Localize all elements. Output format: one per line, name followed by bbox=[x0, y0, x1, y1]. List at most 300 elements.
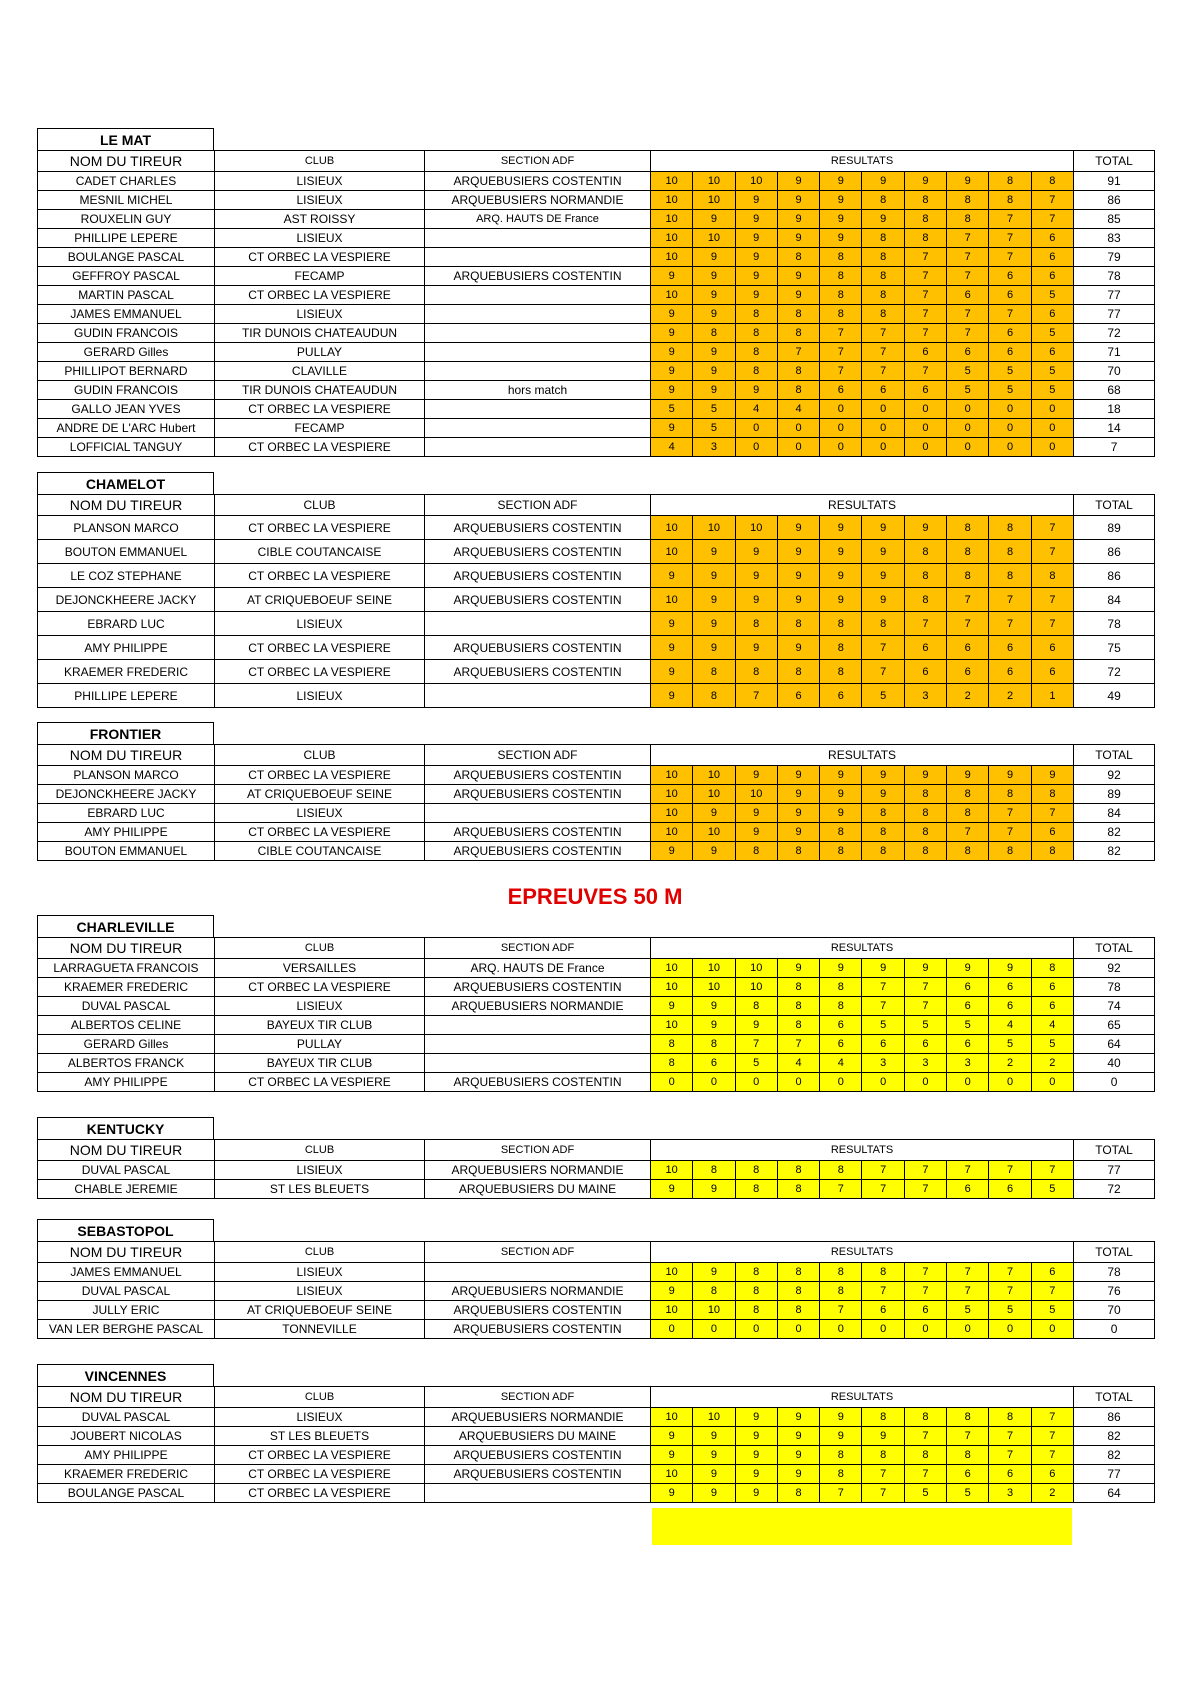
shooter-name: CHABLE JEREMIE bbox=[38, 1180, 215, 1199]
header-row bbox=[38, 1140, 1155, 1161]
score-cell: 9 bbox=[693, 1446, 735, 1465]
score-cell: 10 bbox=[651, 1263, 693, 1282]
header-club: CLUB bbox=[215, 938, 425, 959]
header-club: CLUB bbox=[215, 745, 425, 766]
score-cell: 8 bbox=[693, 1035, 735, 1054]
score-cell: 2 bbox=[1031, 1054, 1073, 1073]
score-cell: 9 bbox=[820, 172, 862, 191]
club-cell: LISIEUX bbox=[215, 1161, 425, 1180]
score-cell: 7 bbox=[1031, 210, 1073, 229]
score-cell: 8 bbox=[735, 1263, 777, 1282]
score-cell: 9 bbox=[735, 540, 777, 564]
score-cell: 8 bbox=[947, 785, 989, 804]
section-heading-50m: EPREUVES 50 M bbox=[507, 884, 683, 909]
score-cell: 9 bbox=[904, 959, 946, 978]
total-cell: 82 bbox=[1074, 1427, 1155, 1446]
header-row bbox=[38, 1387, 1155, 1408]
total-cell: 0 bbox=[1074, 1320, 1155, 1339]
score-cell: 10 bbox=[735, 785, 777, 804]
section-cell: ARQUEBUSIERS NORMANDIE bbox=[425, 997, 651, 1016]
score-cell: 10 bbox=[735, 516, 777, 540]
score-cell: 5 bbox=[1031, 381, 1073, 400]
club-cell: CIBLE COUTANCAISE bbox=[215, 540, 425, 564]
score-cell: 10 bbox=[651, 959, 693, 978]
shooter-name: DUVAL PASCAL bbox=[38, 1282, 215, 1301]
score-cell: 10 bbox=[651, 766, 693, 785]
club-cell: CT ORBEC LA VESPIERE bbox=[215, 823, 425, 842]
table-row bbox=[38, 172, 1155, 191]
score-cell: 10 bbox=[693, 823, 735, 842]
club-cell: PULLAY bbox=[215, 343, 425, 362]
score-cell: 7 bbox=[735, 684, 777, 708]
shooter-name: CADET CHARLES bbox=[38, 172, 215, 191]
score-cell: 5 bbox=[1031, 362, 1073, 381]
section-cell: hors match bbox=[425, 381, 651, 400]
score-cell: 7 bbox=[1031, 1161, 1073, 1180]
score-cell: 5 bbox=[1031, 1035, 1073, 1054]
shooter-name: JULLY ERIC bbox=[38, 1301, 215, 1320]
score-cell: 6 bbox=[947, 1035, 989, 1054]
club-cell: ST LES BLEUETS bbox=[215, 1427, 425, 1446]
header-results: RESULTATS bbox=[651, 1140, 1074, 1161]
club-cell: CT ORBEC LA VESPIERE bbox=[215, 1073, 425, 1092]
score-cell: 9 bbox=[777, 210, 819, 229]
score-cell: 0 bbox=[862, 400, 904, 419]
score-cell: 10 bbox=[651, 804, 693, 823]
score-cell: 9 bbox=[693, 267, 735, 286]
score-cell: 6 bbox=[989, 978, 1031, 997]
club-cell: LISIEUX bbox=[215, 1282, 425, 1301]
score-cell: 7 bbox=[947, 229, 989, 248]
score-cell: 7 bbox=[735, 1035, 777, 1054]
score-cell: 0 bbox=[735, 1073, 777, 1092]
section-cell bbox=[425, 1016, 651, 1035]
score-cell: 7 bbox=[862, 1465, 904, 1484]
header-row bbox=[38, 495, 1155, 516]
table-row bbox=[38, 1408, 1155, 1427]
score-cell: 6 bbox=[947, 343, 989, 362]
score-cell: 9 bbox=[735, 1427, 777, 1446]
score-cell: 0 bbox=[693, 1320, 735, 1339]
score-cell: 7 bbox=[1031, 191, 1073, 210]
table-row bbox=[38, 612, 1155, 636]
section-cell bbox=[425, 1054, 651, 1073]
score-cell: 9 bbox=[651, 660, 693, 684]
score-cell: 10 bbox=[735, 959, 777, 978]
score-cell: 8 bbox=[820, 823, 862, 842]
score-cell: 6 bbox=[1031, 1465, 1073, 1484]
score-cell: 6 bbox=[904, 660, 946, 684]
score-cell: 8 bbox=[862, 1408, 904, 1427]
shooter-name: BOULANGE PASCAL bbox=[38, 1484, 215, 1503]
score-cell: 9 bbox=[820, 564, 862, 588]
score-cell: 0 bbox=[947, 1320, 989, 1339]
score-cell: 10 bbox=[693, 172, 735, 191]
score-cell: 9 bbox=[651, 1282, 693, 1301]
section-cell bbox=[425, 1035, 651, 1054]
score-cell: 9 bbox=[777, 823, 819, 842]
score-cell: 8 bbox=[947, 210, 989, 229]
table-row bbox=[38, 1465, 1155, 1484]
score-cell: 8 bbox=[735, 305, 777, 324]
score-cell: 9 bbox=[693, 381, 735, 400]
table-row bbox=[38, 1073, 1155, 1092]
club-cell: AT CRIQUEBOEUF SEINE bbox=[215, 1301, 425, 1320]
score-cell: 8 bbox=[693, 1282, 735, 1301]
score-cell: 9 bbox=[651, 636, 693, 660]
score-cell: 7 bbox=[777, 1035, 819, 1054]
club-cell: CT ORBEC LA VESPIERE bbox=[215, 978, 425, 997]
score-cell: 8 bbox=[820, 997, 862, 1016]
score-cell: 7 bbox=[862, 660, 904, 684]
table-row bbox=[38, 785, 1155, 804]
event-block bbox=[37, 128, 1154, 457]
table-row bbox=[38, 766, 1155, 785]
score-cell: 0 bbox=[777, 419, 819, 438]
score-cell: 8 bbox=[862, 823, 904, 842]
score-cell: 9 bbox=[820, 804, 862, 823]
score-cell: 8 bbox=[862, 804, 904, 823]
score-cell: 6 bbox=[1031, 1263, 1073, 1282]
score-cell: 9 bbox=[777, 1408, 819, 1427]
club-cell: LISIEUX bbox=[215, 1263, 425, 1282]
section-cell: ARQUEBUSIERS NORMANDIE bbox=[425, 1282, 651, 1301]
score-cell: 7 bbox=[989, 1263, 1031, 1282]
score-cell: 7 bbox=[820, 1180, 862, 1199]
score-cell: 6 bbox=[1031, 343, 1073, 362]
score-cell: 0 bbox=[862, 419, 904, 438]
score-cell: 8 bbox=[904, 540, 946, 564]
club-cell: BAYEUX TIR CLUB bbox=[215, 1016, 425, 1035]
score-cell: 5 bbox=[904, 1016, 946, 1035]
score-cell: 6 bbox=[1031, 997, 1073, 1016]
score-cell: 8 bbox=[820, 267, 862, 286]
results-table bbox=[37, 494, 1155, 708]
score-cell: 6 bbox=[989, 343, 1031, 362]
score-cell: 7 bbox=[947, 1282, 989, 1301]
score-cell: 3 bbox=[693, 438, 735, 457]
score-cell: 3 bbox=[904, 1054, 946, 1073]
score-cell: 6 bbox=[862, 1035, 904, 1054]
score-cell: 10 bbox=[651, 823, 693, 842]
score-cell: 10 bbox=[651, 210, 693, 229]
score-cell: 9 bbox=[693, 636, 735, 660]
table-row bbox=[38, 362, 1155, 381]
table-row bbox=[38, 1320, 1155, 1339]
score-cell: 9 bbox=[820, 588, 862, 612]
score-cell: 10 bbox=[651, 1301, 693, 1320]
score-cell: 7 bbox=[862, 343, 904, 362]
header-total: TOTAL bbox=[1074, 151, 1155, 172]
score-cell: 7 bbox=[904, 612, 946, 636]
total-cell: 72 bbox=[1074, 660, 1155, 684]
header-row bbox=[38, 1242, 1155, 1263]
table-row bbox=[38, 978, 1155, 997]
header-section: SECTION ADF bbox=[425, 1242, 651, 1263]
score-cell: 5 bbox=[989, 381, 1031, 400]
score-cell: 8 bbox=[989, 516, 1031, 540]
club-cell: LISIEUX bbox=[215, 1408, 425, 1427]
score-cell: 6 bbox=[1031, 636, 1073, 660]
score-cell: 9 bbox=[693, 248, 735, 267]
score-cell: 9 bbox=[735, 1408, 777, 1427]
score-cell: 9 bbox=[693, 612, 735, 636]
score-cell: 8 bbox=[820, 978, 862, 997]
score-cell: 8 bbox=[904, 210, 946, 229]
total-cell: 77 bbox=[1074, 286, 1155, 305]
shooter-name: EBRARD LUC bbox=[38, 612, 215, 636]
score-cell: 6 bbox=[820, 381, 862, 400]
club-cell: ST LES BLEUETS bbox=[215, 1180, 425, 1199]
club-cell: LISIEUX bbox=[215, 305, 425, 324]
table-row bbox=[38, 684, 1155, 708]
score-cell: 6 bbox=[989, 1465, 1031, 1484]
club-cell: FECAMP bbox=[215, 419, 425, 438]
results-table bbox=[37, 744, 1155, 861]
score-cell: 9 bbox=[820, 785, 862, 804]
score-cell: 9 bbox=[862, 588, 904, 612]
score-cell: 10 bbox=[651, 191, 693, 210]
score-cell: 7 bbox=[947, 823, 989, 842]
score-cell: 8 bbox=[820, 1263, 862, 1282]
score-cell: 8 bbox=[1031, 564, 1073, 588]
club-cell: LISIEUX bbox=[215, 684, 425, 708]
table-row bbox=[38, 588, 1155, 612]
section-cell bbox=[425, 362, 651, 381]
score-cell: 5 bbox=[1031, 1180, 1073, 1199]
score-cell: 7 bbox=[947, 248, 989, 267]
score-cell: 8 bbox=[904, 804, 946, 823]
score-cell: 9 bbox=[862, 959, 904, 978]
section-cell: ARQUEBUSIERS DU MAINE bbox=[425, 1427, 651, 1446]
score-cell: 9 bbox=[777, 588, 819, 612]
score-cell: 9 bbox=[735, 588, 777, 612]
score-cell: 8 bbox=[862, 612, 904, 636]
table-row bbox=[38, 1054, 1155, 1073]
club-cell: CT ORBEC LA VESPIERE bbox=[215, 1446, 425, 1465]
club-cell: FECAMP bbox=[215, 267, 425, 286]
table-row bbox=[38, 438, 1155, 457]
total-cell: 77 bbox=[1074, 1161, 1155, 1180]
score-cell: 1 bbox=[1031, 684, 1073, 708]
score-cell: 0 bbox=[947, 438, 989, 457]
score-cell: 9 bbox=[735, 381, 777, 400]
section-cell bbox=[425, 400, 651, 419]
score-cell: 8 bbox=[820, 1161, 862, 1180]
header-name: NOM DU TIREUR bbox=[38, 1242, 215, 1263]
score-cell: 7 bbox=[1031, 588, 1073, 612]
table-row bbox=[38, 191, 1155, 210]
score-cell: 7 bbox=[904, 305, 946, 324]
score-cell: 9 bbox=[651, 381, 693, 400]
club-cell: CIBLE COUTANCAISE bbox=[215, 842, 425, 861]
total-cell: 72 bbox=[1074, 324, 1155, 343]
total-cell: 83 bbox=[1074, 229, 1155, 248]
score-cell: 9 bbox=[693, 1465, 735, 1484]
score-cell: 7 bbox=[904, 324, 946, 343]
shooter-name: KRAEMER FREDERIC bbox=[38, 660, 215, 684]
section-cell: ARQUEBUSIERS COSTENTIN bbox=[425, 978, 651, 997]
score-cell: 6 bbox=[947, 660, 989, 684]
table-row bbox=[38, 305, 1155, 324]
section-cell: ARQUEBUSIERS COSTENTIN bbox=[425, 1465, 651, 1484]
score-cell: 7 bbox=[989, 1282, 1031, 1301]
score-cell: 8 bbox=[989, 191, 1031, 210]
table-row bbox=[38, 381, 1155, 400]
score-cell: 10 bbox=[651, 588, 693, 612]
table-row bbox=[38, 959, 1155, 978]
score-cell: 10 bbox=[651, 516, 693, 540]
total-cell: 65 bbox=[1074, 1016, 1155, 1035]
score-cell: 9 bbox=[693, 305, 735, 324]
score-cell: 4 bbox=[777, 400, 819, 419]
club-cell: BAYEUX TIR CLUB bbox=[215, 1054, 425, 1073]
score-cell: 9 bbox=[777, 766, 819, 785]
score-cell: 9 bbox=[947, 172, 989, 191]
score-cell: 8 bbox=[693, 324, 735, 343]
score-cell: 9 bbox=[693, 1484, 735, 1503]
score-cell: 10 bbox=[693, 785, 735, 804]
score-cell: 6 bbox=[693, 1054, 735, 1073]
total-cell: 7 bbox=[1074, 438, 1155, 457]
shooter-name: BOUTON EMMANUEL bbox=[38, 842, 215, 861]
event-title: VINCENNES bbox=[37, 1364, 214, 1386]
score-cell: 9 bbox=[735, 248, 777, 267]
score-cell: 2 bbox=[947, 684, 989, 708]
score-cell: 9 bbox=[862, 785, 904, 804]
score-cell: 0 bbox=[947, 419, 989, 438]
header-row bbox=[38, 938, 1155, 959]
header-club: CLUB bbox=[215, 1242, 425, 1263]
score-cell: 2 bbox=[1031, 1484, 1073, 1503]
results-table bbox=[37, 1241, 1155, 1339]
score-cell: 7 bbox=[1031, 1282, 1073, 1301]
score-cell: 8 bbox=[1031, 172, 1073, 191]
score-cell: 3 bbox=[947, 1054, 989, 1073]
score-cell: 9 bbox=[947, 766, 989, 785]
score-cell: 5 bbox=[947, 1484, 989, 1503]
score-cell: 0 bbox=[820, 438, 862, 457]
score-cell: 7 bbox=[904, 248, 946, 267]
score-cell: 5 bbox=[989, 1035, 1031, 1054]
score-cell: 8 bbox=[693, 1161, 735, 1180]
total-cell: 86 bbox=[1074, 191, 1155, 210]
score-cell: 0 bbox=[735, 438, 777, 457]
score-cell: 8 bbox=[904, 229, 946, 248]
score-cell: 9 bbox=[693, 1263, 735, 1282]
score-cell: 0 bbox=[651, 1320, 693, 1339]
shooter-name: GERARD Gilles bbox=[38, 343, 215, 362]
section-cell: ARQ. HAUTS DE France bbox=[425, 210, 651, 229]
total-cell: 76 bbox=[1074, 1282, 1155, 1301]
total-cell: 89 bbox=[1074, 785, 1155, 804]
score-cell: 7 bbox=[862, 362, 904, 381]
yellow-fill-area bbox=[652, 1508, 1072, 1545]
score-cell: 7 bbox=[862, 997, 904, 1016]
table-row bbox=[38, 1161, 1155, 1180]
score-cell: 6 bbox=[989, 636, 1031, 660]
header-results: RESULTATS bbox=[651, 1387, 1074, 1408]
score-cell: 7 bbox=[947, 1263, 989, 1282]
score-cell: 6 bbox=[904, 1035, 946, 1054]
score-cell: 7 bbox=[947, 588, 989, 612]
score-cell: 9 bbox=[693, 343, 735, 362]
club-cell: AT CRIQUEBOEUF SEINE bbox=[215, 785, 425, 804]
score-cell: 6 bbox=[947, 286, 989, 305]
total-cell: 14 bbox=[1074, 419, 1155, 438]
score-cell: 7 bbox=[820, 324, 862, 343]
total-cell: 64 bbox=[1074, 1035, 1155, 1054]
score-cell: 5 bbox=[947, 381, 989, 400]
score-cell: 9 bbox=[820, 540, 862, 564]
shooter-name: DEJONCKHEERE JACKY bbox=[38, 588, 215, 612]
table-row bbox=[38, 1301, 1155, 1320]
score-cell: 6 bbox=[989, 1180, 1031, 1199]
section-cell: ARQUEBUSIERS COSTENTIN bbox=[425, 540, 651, 564]
section-cell: ARQUEBUSIERS NORMANDIE bbox=[425, 1161, 651, 1180]
total-cell: 91 bbox=[1074, 172, 1155, 191]
table-row bbox=[38, 842, 1155, 861]
score-cell: 5 bbox=[651, 400, 693, 419]
score-cell: 7 bbox=[989, 305, 1031, 324]
score-cell: 7 bbox=[904, 362, 946, 381]
total-cell: 68 bbox=[1074, 381, 1155, 400]
score-cell: 0 bbox=[820, 1073, 862, 1092]
score-cell: 8 bbox=[777, 1263, 819, 1282]
section-cell bbox=[425, 286, 651, 305]
score-cell: 8 bbox=[904, 588, 946, 612]
table-row bbox=[38, 1282, 1155, 1301]
score-cell: 9 bbox=[904, 172, 946, 191]
header-results: RESULTATS bbox=[651, 495, 1074, 516]
score-cell: 5 bbox=[735, 1054, 777, 1073]
score-cell: 6 bbox=[989, 286, 1031, 305]
score-cell: 8 bbox=[947, 516, 989, 540]
score-cell: 10 bbox=[651, 785, 693, 804]
score-cell: 9 bbox=[735, 191, 777, 210]
score-cell: 9 bbox=[693, 210, 735, 229]
total-cell: 70 bbox=[1074, 362, 1155, 381]
event-title: SEBASTOPOL bbox=[37, 1219, 214, 1241]
score-cell: 6 bbox=[947, 997, 989, 1016]
score-cell: 9 bbox=[693, 286, 735, 305]
section-cell: ARQUEBUSIERS COSTENTIN bbox=[425, 564, 651, 588]
score-cell: 8 bbox=[904, 191, 946, 210]
score-cell: 7 bbox=[777, 343, 819, 362]
score-cell: 6 bbox=[820, 1035, 862, 1054]
total-cell: 78 bbox=[1074, 978, 1155, 997]
event-title: LE MAT bbox=[37, 128, 214, 150]
header-name: NOM DU TIREUR bbox=[38, 745, 215, 766]
score-cell: 8 bbox=[777, 660, 819, 684]
section-cell bbox=[425, 1484, 651, 1503]
score-cell: 7 bbox=[989, 823, 1031, 842]
total-cell: 70 bbox=[1074, 1301, 1155, 1320]
score-cell: 6 bbox=[989, 267, 1031, 286]
score-cell: 9 bbox=[693, 588, 735, 612]
shooter-name: KRAEMER FREDERIC bbox=[38, 978, 215, 997]
score-cell: 9 bbox=[777, 804, 819, 823]
header-name: NOM DU TIREUR bbox=[38, 151, 215, 172]
club-cell: CT ORBEC LA VESPIERE bbox=[215, 1484, 425, 1503]
table-row bbox=[38, 419, 1155, 438]
header-club: CLUB bbox=[215, 1140, 425, 1161]
shooter-name: BOUTON EMMANUEL bbox=[38, 540, 215, 564]
score-cell: 9 bbox=[651, 1484, 693, 1503]
score-cell: 0 bbox=[904, 400, 946, 419]
total-cell: 64 bbox=[1074, 1484, 1155, 1503]
score-cell: 9 bbox=[651, 343, 693, 362]
